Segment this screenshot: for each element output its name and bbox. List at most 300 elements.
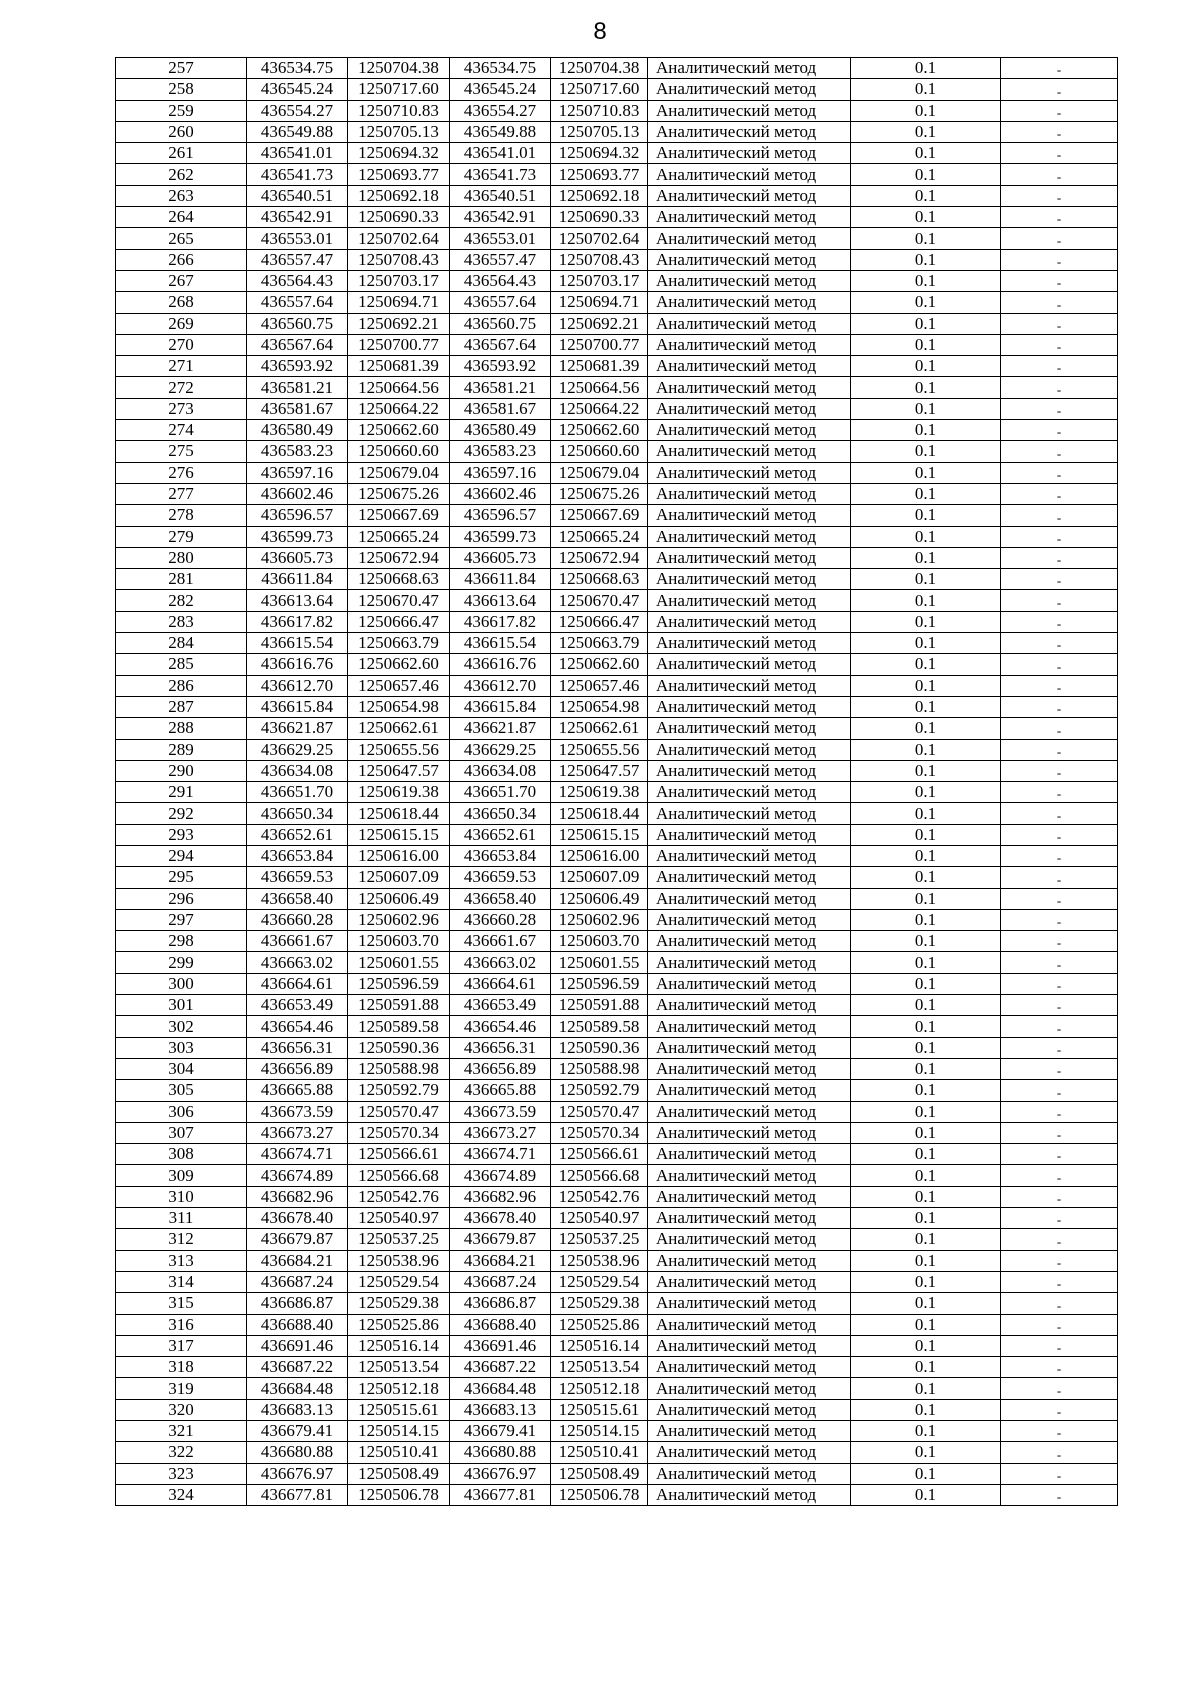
- point-number-cell: 312: [116, 1229, 247, 1250]
- accuracy-cell: 0.1: [851, 1250, 1001, 1271]
- point-number-cell: 282: [116, 590, 247, 611]
- y-existing-cell: 1250607.09: [348, 867, 450, 888]
- y-new-cell: 1250666.47: [551, 611, 648, 632]
- table-row: [116, 547, 1118, 568]
- accuracy-cell: 0.1: [851, 334, 1001, 355]
- point-number-cell: 265: [116, 228, 247, 249]
- description-cell: -: [1001, 1293, 1118, 1314]
- point-number-cell: 302: [116, 1016, 247, 1037]
- y-existing-cell: 1250570.47: [348, 1101, 450, 1122]
- accuracy-cell: 0.1: [851, 292, 1001, 313]
- table-row: [116, 931, 1118, 952]
- method-cell: Аналитический метод: [648, 1399, 851, 1420]
- x-existing-cell: 436653.84: [247, 845, 348, 866]
- y-new-cell: 1250537.25: [551, 1229, 648, 1250]
- accuracy-cell: 0.1: [851, 803, 1001, 824]
- description-cell: -: [1001, 505, 1118, 526]
- point-number-cell: 261: [116, 143, 247, 164]
- description-cell: -: [1001, 909, 1118, 930]
- y-existing-cell: 1250510.41: [348, 1442, 450, 1463]
- y-existing-cell: 1250514.15: [348, 1421, 450, 1442]
- description-cell: -: [1001, 1101, 1118, 1122]
- accuracy-cell: 0.1: [851, 420, 1001, 441]
- point-number-cell: 289: [116, 739, 247, 760]
- x-new-cell: 436602.46: [450, 483, 551, 504]
- description-cell: -: [1001, 1037, 1118, 1058]
- method-cell: Аналитический метод: [648, 1293, 851, 1314]
- accuracy-cell: 0.1: [851, 995, 1001, 1016]
- x-new-cell: 436663.02: [450, 952, 551, 973]
- point-number-cell: 300: [116, 973, 247, 994]
- y-existing-cell: 1250506.78: [348, 1484, 450, 1505]
- y-existing-cell: 1250529.38: [348, 1293, 450, 1314]
- y-existing-cell: 1250508.49: [348, 1463, 450, 1484]
- x-new-cell: 436534.75: [450, 58, 551, 79]
- description-cell: -: [1001, 1357, 1118, 1378]
- x-new-cell: 436541.01: [450, 143, 551, 164]
- point-number-cell: 258: [116, 79, 247, 100]
- x-new-cell: 436581.21: [450, 377, 551, 398]
- y-existing-cell: 1250647.57: [348, 760, 450, 781]
- y-new-cell: 1250538.96: [551, 1250, 648, 1271]
- table-row: [116, 292, 1118, 313]
- point-number-cell: 310: [116, 1186, 247, 1207]
- y-new-cell: 1250681.39: [551, 356, 648, 377]
- y-existing-cell: 1250588.98: [348, 1058, 450, 1079]
- method-cell: Аналитический метод: [648, 249, 851, 270]
- point-number-cell: 276: [116, 462, 247, 483]
- table-row: [116, 611, 1118, 632]
- x-new-cell: 436674.89: [450, 1165, 551, 1186]
- x-new-cell: 436560.75: [450, 313, 551, 334]
- point-number-cell: 260: [116, 121, 247, 142]
- y-new-cell: 1250525.86: [551, 1314, 648, 1335]
- method-cell: Аналитический метод: [648, 334, 851, 355]
- x-existing-cell: 436679.87: [247, 1229, 348, 1250]
- point-number-cell: 291: [116, 782, 247, 803]
- y-new-cell: 1250542.76: [551, 1186, 648, 1207]
- x-existing-cell: 436653.49: [247, 995, 348, 1016]
- x-existing-cell: 436678.40: [247, 1208, 348, 1229]
- description-cell: -: [1001, 526, 1118, 547]
- table-row: [116, 164, 1118, 185]
- x-existing-cell: 436593.92: [247, 356, 348, 377]
- x-new-cell: 436651.70: [450, 782, 551, 803]
- y-existing-cell: 1250670.47: [348, 590, 450, 611]
- y-new-cell: 1250717.60: [551, 79, 648, 100]
- x-existing-cell: 436615.54: [247, 633, 348, 654]
- table-row: [116, 995, 1118, 1016]
- x-existing-cell: 436661.67: [247, 931, 348, 952]
- y-existing-cell: 1250592.79: [348, 1080, 450, 1101]
- x-existing-cell: 436674.71: [247, 1144, 348, 1165]
- accuracy-cell: 0.1: [851, 888, 1001, 909]
- y-new-cell: 1250596.59: [551, 973, 648, 994]
- accuracy-cell: 0.1: [851, 654, 1001, 675]
- method-cell: Аналитический метод: [648, 1016, 851, 1037]
- x-new-cell: 436676.97: [450, 1463, 551, 1484]
- point-number-cell: 305: [116, 1080, 247, 1101]
- accuracy-cell: 0.1: [851, 1421, 1001, 1442]
- y-new-cell: 1250570.34: [551, 1122, 648, 1143]
- method-cell: Аналитический метод: [648, 1165, 851, 1186]
- method-cell: Аналитический метод: [648, 803, 851, 824]
- y-existing-cell: 1250708.43: [348, 249, 450, 270]
- description-cell: -: [1001, 1271, 1118, 1292]
- y-existing-cell: 1250529.54: [348, 1271, 450, 1292]
- x-existing-cell: 436553.01: [247, 228, 348, 249]
- y-new-cell: 1250590.36: [551, 1037, 648, 1058]
- point-number-cell: 266: [116, 249, 247, 270]
- y-new-cell: 1250690.33: [551, 207, 648, 228]
- x-existing-cell: 436687.22: [247, 1357, 348, 1378]
- x-existing-cell: 436673.59: [247, 1101, 348, 1122]
- description-cell: -: [1001, 462, 1118, 483]
- y-existing-cell: 1250710.83: [348, 100, 450, 121]
- method-cell: Аналитический метод: [648, 547, 851, 568]
- table-row: [116, 228, 1118, 249]
- y-existing-cell: 1250692.21: [348, 313, 450, 334]
- x-existing-cell: 436621.87: [247, 718, 348, 739]
- description-cell: -: [1001, 270, 1118, 291]
- y-existing-cell: 1250566.68: [348, 1165, 450, 1186]
- y-new-cell: 1250602.96: [551, 909, 648, 930]
- accuracy-cell: 0.1: [851, 675, 1001, 696]
- y-new-cell: 1250529.38: [551, 1293, 648, 1314]
- x-new-cell: 436677.81: [450, 1484, 551, 1505]
- description-cell: -: [1001, 334, 1118, 355]
- y-new-cell: 1250592.79: [551, 1080, 648, 1101]
- y-existing-cell: 1250690.33: [348, 207, 450, 228]
- point-number-cell: 284: [116, 633, 247, 654]
- y-new-cell: 1250679.04: [551, 462, 648, 483]
- y-new-cell: 1250672.94: [551, 547, 648, 568]
- description-cell: -: [1001, 995, 1118, 1016]
- table-row: [116, 1186, 1118, 1207]
- x-existing-cell: 436686.87: [247, 1293, 348, 1314]
- point-number-cell: 270: [116, 334, 247, 355]
- method-cell: Аналитический метод: [648, 462, 851, 483]
- y-existing-cell: 1250655.56: [348, 739, 450, 760]
- y-existing-cell: 1250601.55: [348, 952, 450, 973]
- x-existing-cell: 436684.48: [247, 1378, 348, 1399]
- table-row: [116, 909, 1118, 930]
- y-new-cell: 1250662.61: [551, 718, 648, 739]
- method-cell: Аналитический метод: [648, 356, 851, 377]
- x-existing-cell: 436634.08: [247, 760, 348, 781]
- point-number-cell: 296: [116, 888, 247, 909]
- table-row: [116, 1378, 1118, 1399]
- point-number-cell: 299: [116, 952, 247, 973]
- x-existing-cell: 436651.70: [247, 782, 348, 803]
- y-existing-cell: 1250704.38: [348, 58, 450, 79]
- y-existing-cell: 1250694.32: [348, 143, 450, 164]
- y-new-cell: 1250654.98: [551, 696, 648, 717]
- y-existing-cell: 1250675.26: [348, 483, 450, 504]
- y-existing-cell: 1250537.25: [348, 1229, 450, 1250]
- table-row: [116, 1101, 1118, 1122]
- x-existing-cell: 436615.84: [247, 696, 348, 717]
- method-cell: Аналитический метод: [648, 952, 851, 973]
- y-new-cell: 1250675.26: [551, 483, 648, 504]
- description-cell: -: [1001, 292, 1118, 313]
- table-row: [116, 1399, 1118, 1420]
- x-new-cell: 436659.53: [450, 867, 551, 888]
- x-new-cell: 436615.84: [450, 696, 551, 717]
- x-existing-cell: 436611.84: [247, 569, 348, 590]
- y-new-cell: 1250657.46: [551, 675, 648, 696]
- x-existing-cell: 436683.13: [247, 1399, 348, 1420]
- table-row: [116, 420, 1118, 441]
- y-new-cell: 1250694.32: [551, 143, 648, 164]
- point-number-cell: 262: [116, 164, 247, 185]
- y-existing-cell: 1250681.39: [348, 356, 450, 377]
- method-cell: Аналитический метод: [648, 1208, 851, 1229]
- accuracy-cell: 0.1: [851, 1463, 1001, 1484]
- y-new-cell: 1250514.15: [551, 1421, 648, 1442]
- description-cell: -: [1001, 782, 1118, 803]
- y-existing-cell: 1250667.69: [348, 505, 450, 526]
- table-row: [116, 633, 1118, 654]
- x-new-cell: 436553.01: [450, 228, 551, 249]
- description-cell: -: [1001, 1421, 1118, 1442]
- y-new-cell: 1250668.63: [551, 569, 648, 590]
- method-cell: Аналитический метод: [648, 1101, 851, 1122]
- method-cell: Аналитический метод: [648, 313, 851, 334]
- method-cell: Аналитический метод: [648, 973, 851, 994]
- point-number-cell: 286: [116, 675, 247, 696]
- table-row: [116, 249, 1118, 270]
- table-row: [116, 1229, 1118, 1250]
- y-new-cell: 1250588.98: [551, 1058, 648, 1079]
- point-number-cell: 309: [116, 1165, 247, 1186]
- description-cell: -: [1001, 1378, 1118, 1399]
- accuracy-cell: 0.1: [851, 270, 1001, 291]
- y-new-cell: 1250665.24: [551, 526, 648, 547]
- method-cell: Аналитический метод: [648, 1463, 851, 1484]
- point-number-cell: 315: [116, 1293, 247, 1314]
- x-existing-cell: 436613.64: [247, 590, 348, 611]
- accuracy-cell: 0.1: [851, 462, 1001, 483]
- y-existing-cell: 1250654.98: [348, 696, 450, 717]
- x-new-cell: 436653.49: [450, 995, 551, 1016]
- x-existing-cell: 436652.61: [247, 824, 348, 845]
- y-existing-cell: 1250616.00: [348, 845, 450, 866]
- description-cell: -: [1001, 1463, 1118, 1484]
- accuracy-cell: 0.1: [851, 1399, 1001, 1420]
- table-row: [116, 1037, 1118, 1058]
- table-row: [116, 952, 1118, 973]
- accuracy-cell: 0.1: [851, 1186, 1001, 1207]
- x-existing-cell: 436540.51: [247, 185, 348, 206]
- y-existing-cell: 1250566.61: [348, 1144, 450, 1165]
- x-new-cell: 436621.87: [450, 718, 551, 739]
- accuracy-cell: 0.1: [851, 249, 1001, 270]
- method-cell: Аналитический метод: [648, 1229, 851, 1250]
- accuracy-cell: 0.1: [851, 1058, 1001, 1079]
- description-cell: -: [1001, 547, 1118, 568]
- x-existing-cell: 436691.46: [247, 1335, 348, 1356]
- method-cell: Аналитический метод: [648, 1144, 851, 1165]
- table-row: [116, 888, 1118, 909]
- accuracy-cell: 0.1: [851, 1037, 1001, 1058]
- description-cell: -: [1001, 79, 1118, 100]
- y-existing-cell: 1250516.14: [348, 1335, 450, 1356]
- point-number-cell: 285: [116, 654, 247, 675]
- x-new-cell: 436679.41: [450, 1421, 551, 1442]
- table-row: [116, 398, 1118, 419]
- x-existing-cell: 436616.76: [247, 654, 348, 675]
- y-new-cell: 1250670.47: [551, 590, 648, 611]
- x-new-cell: 436652.61: [450, 824, 551, 845]
- table-row: [116, 675, 1118, 696]
- x-new-cell: 436673.59: [450, 1101, 551, 1122]
- accuracy-cell: 0.1: [851, 1101, 1001, 1122]
- point-number-cell: 264: [116, 207, 247, 228]
- description-cell: -: [1001, 739, 1118, 760]
- y-new-cell: 1250615.15: [551, 824, 648, 845]
- x-new-cell: 436564.43: [450, 270, 551, 291]
- x-new-cell: 436557.47: [450, 249, 551, 270]
- y-new-cell: 1250515.61: [551, 1399, 648, 1420]
- point-number-cell: 303: [116, 1037, 247, 1058]
- y-existing-cell: 1250591.88: [348, 995, 450, 1016]
- method-cell: Аналитический метод: [648, 483, 851, 504]
- table-row: [116, 377, 1118, 398]
- y-existing-cell: 1250619.38: [348, 782, 450, 803]
- x-new-cell: 436593.92: [450, 356, 551, 377]
- x-new-cell: 436688.40: [450, 1314, 551, 1335]
- table-row: [116, 803, 1118, 824]
- y-new-cell: 1250603.70: [551, 931, 648, 952]
- x-existing-cell: 436673.27: [247, 1122, 348, 1143]
- y-existing-cell: 1250662.61: [348, 718, 450, 739]
- y-existing-cell: 1250618.44: [348, 803, 450, 824]
- x-new-cell: 436541.73: [450, 164, 551, 185]
- table-row: [116, 1484, 1118, 1505]
- method-cell: Аналитический метод: [648, 1378, 851, 1399]
- x-new-cell: 436661.67: [450, 931, 551, 952]
- method-cell: Аналитический метод: [648, 420, 851, 441]
- table-row: [116, 1208, 1118, 1229]
- description-cell: -: [1001, 185, 1118, 206]
- table-row: [116, 1335, 1118, 1356]
- x-existing-cell: 436580.49: [247, 420, 348, 441]
- method-cell: Аналитический метод: [648, 228, 851, 249]
- x-new-cell: 436678.40: [450, 1208, 551, 1229]
- accuracy-cell: 0.1: [851, 590, 1001, 611]
- y-existing-cell: 1250596.59: [348, 973, 450, 994]
- y-existing-cell: 1250662.60: [348, 654, 450, 675]
- description-cell: -: [1001, 569, 1118, 590]
- method-cell: Аналитический метод: [648, 675, 851, 696]
- table-row: [116, 760, 1118, 781]
- point-number-cell: 263: [116, 185, 247, 206]
- table-row: [116, 1293, 1118, 1314]
- y-existing-cell: 1250692.18: [348, 185, 450, 206]
- point-number-cell: 269: [116, 313, 247, 334]
- description-cell: -: [1001, 1016, 1118, 1037]
- method-cell: Аналитический метод: [648, 569, 851, 590]
- method-cell: Аналитический метод: [648, 1484, 851, 1505]
- method-cell: Аналитический метод: [648, 1335, 851, 1356]
- table-row: [116, 462, 1118, 483]
- y-new-cell: 1250703.17: [551, 270, 648, 291]
- description-cell: -: [1001, 696, 1118, 717]
- y-existing-cell: 1250662.60: [348, 420, 450, 441]
- accuracy-cell: 0.1: [851, 1122, 1001, 1143]
- table-row: [116, 739, 1118, 760]
- accuracy-cell: 0.1: [851, 1016, 1001, 1037]
- x-existing-cell: 436679.41: [247, 1421, 348, 1442]
- table-row: [116, 718, 1118, 739]
- accuracy-cell: 0.1: [851, 1484, 1001, 1505]
- method-cell: Аналитический метод: [648, 782, 851, 803]
- x-existing-cell: 436564.43: [247, 270, 348, 291]
- y-new-cell: 1250708.43: [551, 249, 648, 270]
- accuracy-cell: 0.1: [851, 313, 1001, 334]
- y-existing-cell: 1250602.96: [348, 909, 450, 930]
- table-row: [116, 313, 1118, 334]
- table-row: [116, 1421, 1118, 1442]
- x-existing-cell: 436534.75: [247, 58, 348, 79]
- accuracy-cell: 0.1: [851, 1080, 1001, 1101]
- accuracy-cell: 0.1: [851, 696, 1001, 717]
- accuracy-cell: 0.1: [851, 1229, 1001, 1250]
- description-cell: -: [1001, 121, 1118, 142]
- table-row: [116, 1442, 1118, 1463]
- method-cell: Аналитический метод: [648, 58, 851, 79]
- y-existing-cell: 1250603.70: [348, 931, 450, 952]
- x-new-cell: 436679.87: [450, 1229, 551, 1250]
- accuracy-cell: 0.1: [851, 356, 1001, 377]
- table-row: [116, 824, 1118, 845]
- point-number-cell: 320: [116, 1399, 247, 1420]
- x-new-cell: 436545.24: [450, 79, 551, 100]
- accuracy-cell: 0.1: [851, 441, 1001, 462]
- point-number-cell: 311: [116, 1208, 247, 1229]
- accuracy-cell: 0.1: [851, 1144, 1001, 1165]
- y-existing-cell: 1250570.34: [348, 1122, 450, 1143]
- y-new-cell: 1250692.21: [551, 313, 648, 334]
- method-cell: Аналитический метод: [648, 207, 851, 228]
- x-new-cell: 436674.71: [450, 1144, 551, 1165]
- x-new-cell: 436656.31: [450, 1037, 551, 1058]
- method-cell: Аналитический метод: [648, 79, 851, 100]
- x-existing-cell: 436605.73: [247, 547, 348, 568]
- x-new-cell: 436691.46: [450, 1335, 551, 1356]
- y-existing-cell: 1250515.61: [348, 1399, 450, 1420]
- y-new-cell: 1250566.68: [551, 1165, 648, 1186]
- x-existing-cell: 436676.97: [247, 1463, 348, 1484]
- description-cell: -: [1001, 377, 1118, 398]
- accuracy-cell: 0.1: [851, 505, 1001, 526]
- method-cell: Аналитический метод: [648, 377, 851, 398]
- point-number-cell: 275: [116, 441, 247, 462]
- x-new-cell: 436615.54: [450, 633, 551, 654]
- y-existing-cell: 1250615.15: [348, 824, 450, 845]
- x-existing-cell: 436549.88: [247, 121, 348, 142]
- description-cell: -: [1001, 590, 1118, 611]
- description-cell: -: [1001, 824, 1118, 845]
- description-cell: -: [1001, 973, 1118, 994]
- method-cell: Аналитический метод: [648, 1186, 851, 1207]
- x-existing-cell: 436581.67: [247, 398, 348, 419]
- y-new-cell: 1250663.79: [551, 633, 648, 654]
- accuracy-cell: 0.1: [851, 973, 1001, 994]
- y-new-cell: 1250566.61: [551, 1144, 648, 1165]
- description-cell: -: [1001, 228, 1118, 249]
